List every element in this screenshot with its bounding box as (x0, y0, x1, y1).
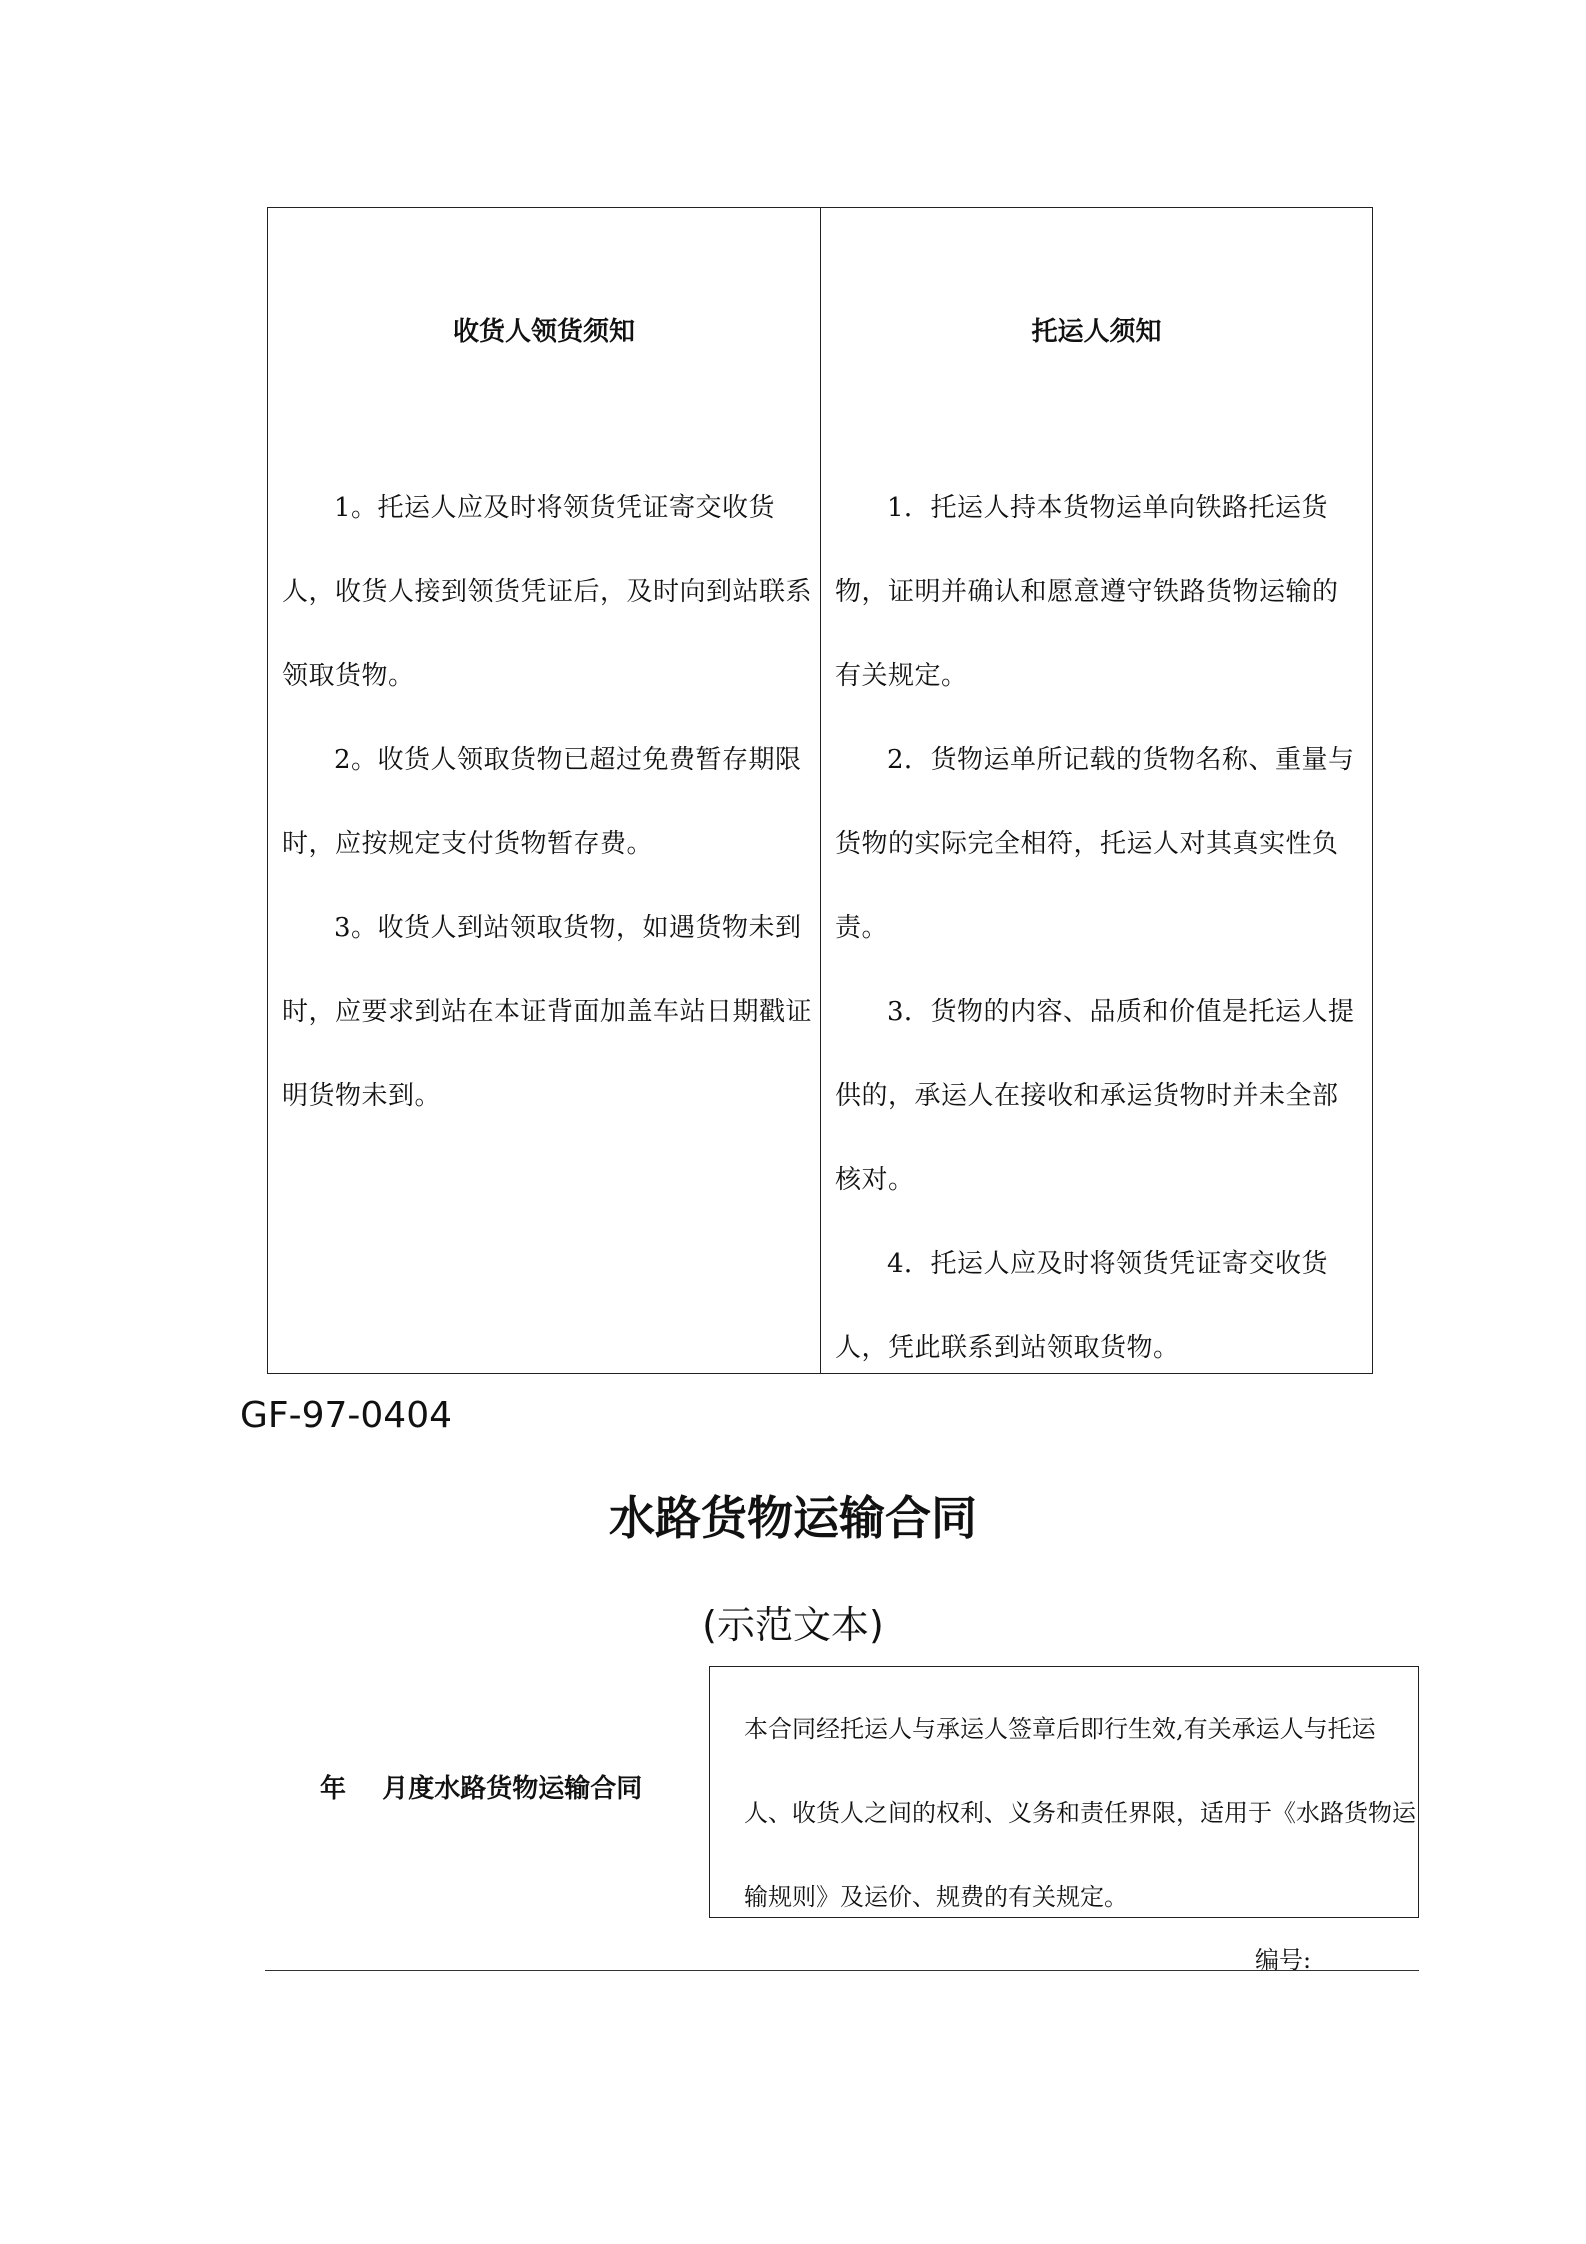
contract-title: 水路货物运输合同 (609, 1491, 977, 1545)
validity-clause-text: 本合同经托运人与承运人签章后即行生效,有关承运人与托运人、收货人之间的权利、义务和责任界限，适用于《水路货物运输规则》及运价、规费的有关规定。 (744, 1715, 1416, 1911)
receiver-notice-item: 2。收货人领取货物已超过免费暂存期限时，应按规定支付货物暂存费。 (282, 745, 802, 859)
shipper-notice-item: 2．货物运单所记载的货物名称、重量与货物的实际完全相符，托运人对其真实性负责。 (835, 745, 1355, 943)
contract-number-label: 编号: (1255, 1946, 1312, 1974)
receiver-notice-item: 1。托运人应及时将领货凭证寄交收货人，收货人接到领货凭证后，及时向到站联系领取货物。 (282, 493, 813, 691)
shipper-notice-body (835, 466, 1364, 1390)
receiver-notice-heading: 收货人领货须知 (452, 317, 635, 347)
validity-clause-box (709, 1666, 1419, 1918)
receiver-notice-column (268, 208, 820, 1373)
shipper-notice-item: 3．货物的内容、品质和价值是托运人提供的，承运人在接收和承运货物时并未全部核对。 (835, 997, 1355, 1195)
document-code: GF-97-0404 (240, 1395, 453, 1436)
shipper-notice-item: 1．托运人持本货物运单向铁路托运货物，证明并确认和愿意遵守铁路货物运输的有关规定。 (835, 493, 1339, 691)
divider-line (265, 1970, 1419, 1971)
receiver-notice-body (282, 466, 812, 1138)
shipper-notice-heading: 托运人须知 (1031, 317, 1162, 347)
shipper-notice-column (820, 208, 1372, 1373)
receiver-notice-item: 3。收货人到站领取货物，如遇货物未到时，应要求到站在本证背面加盖车站日期戳证明货物未到。 (282, 913, 813, 1111)
notice-table (267, 207, 1373, 1374)
shipper-notice-item: 4．托运人应及时将领货凭证寄交收货人，凭此联系到站领取货物。 (835, 1249, 1329, 1363)
contract-subtitle: (示范文本) (702, 1603, 884, 1647)
contract-period-label: 年 月度水路货物运输合同 (320, 1774, 643, 1804)
